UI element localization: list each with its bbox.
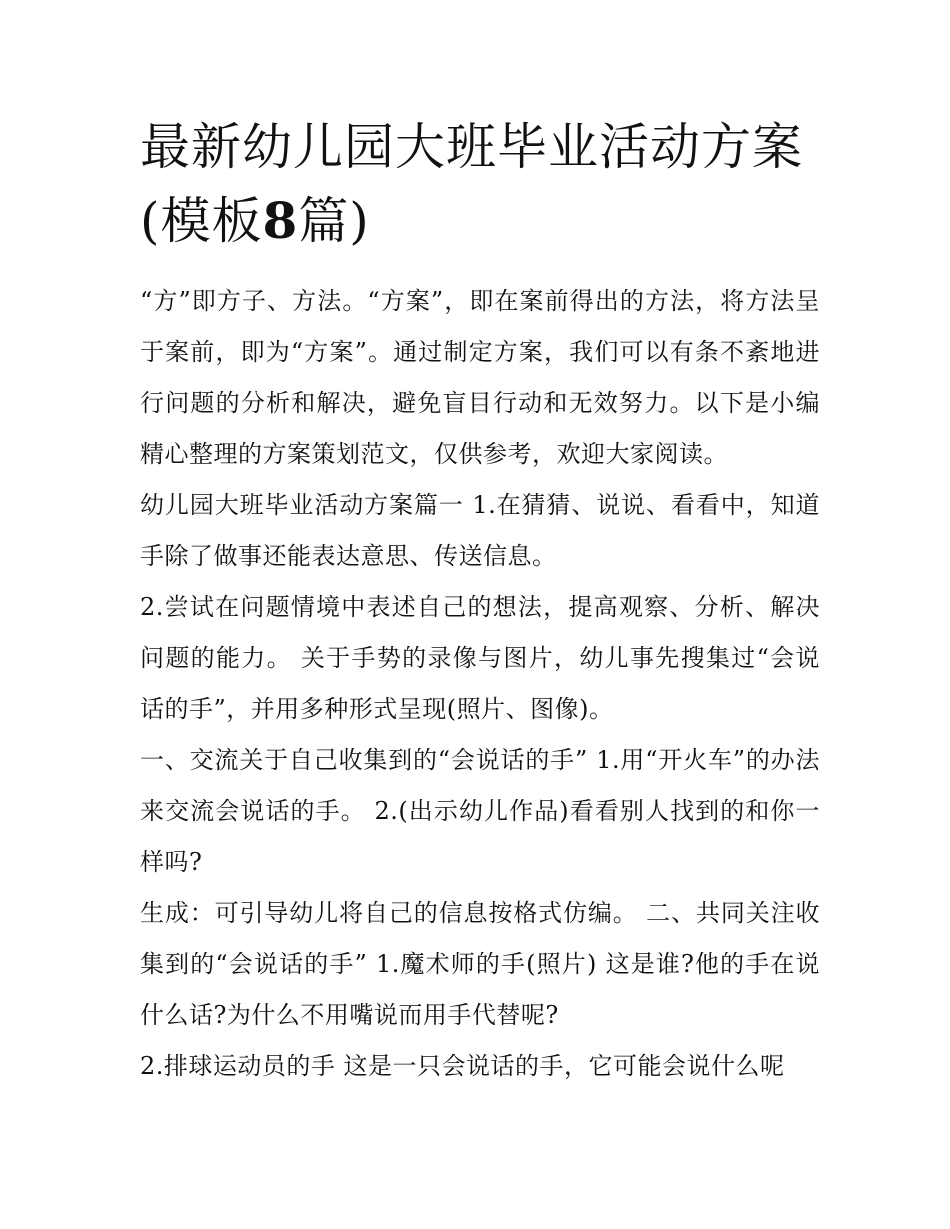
body-paragraph-5: 2.排球运动员的手 这是一只会说话的手，它可能会说什么呢: [140, 1052, 785, 1080]
document-body: [140, 276, 820, 1092]
body-paragraph-4: 生成：可引导幼儿将自己的信息按格式仿编。 二、共同关注收集到的“会说话的手” 1.魔术师的手(照片) 这是谁?他的手在说什么话?为什么不用嘴说而用手代替呢?: [140, 899, 820, 1029]
title-number: 8: [262, 191, 299, 250]
title-suffix: 篇): [298, 192, 370, 250]
document-title: [140, 110, 820, 258]
document-page: [140, 110, 820, 1092]
title-line-1: 最新幼儿园大班毕业活动方案: [140, 118, 803, 176]
title-prefix: (模板: [140, 192, 263, 250]
body-paragraph-1: 幼儿园大班毕业活动方案篇一 1.在猜猜、说说、看看中，知道手除了做事还能表达意思、传送信息。: [140, 491, 820, 570]
body-paragraph-2: 2.尝试在问题情境中表述自己的想法，提高观察、分析、解决问题的能力。 关于手势的录像与图片，幼儿事先搜集过“会说话的手”，并用多种形式呈现(照片、图像)。: [140, 593, 820, 723]
body-paragraph-intro: “方”即方子、方法。“方案”，即在案前得出的方法，将方法呈于案前，即为“方案”。通过制定方案，我们可以有条不紊地进行问题的分析和解决，避免盲目行动和无效努力。以下是小编精心整理的方案策划范文，仅供参考，欢迎大家阅读。: [140, 287, 820, 468]
body-paragraph-3: 一、交流关于自己收集到的“会说话的手” 1.用“开火车”的办法来交流会说话的手。 2.(出示幼儿作品)看看别人找到的和你一样吗?: [140, 746, 820, 876]
